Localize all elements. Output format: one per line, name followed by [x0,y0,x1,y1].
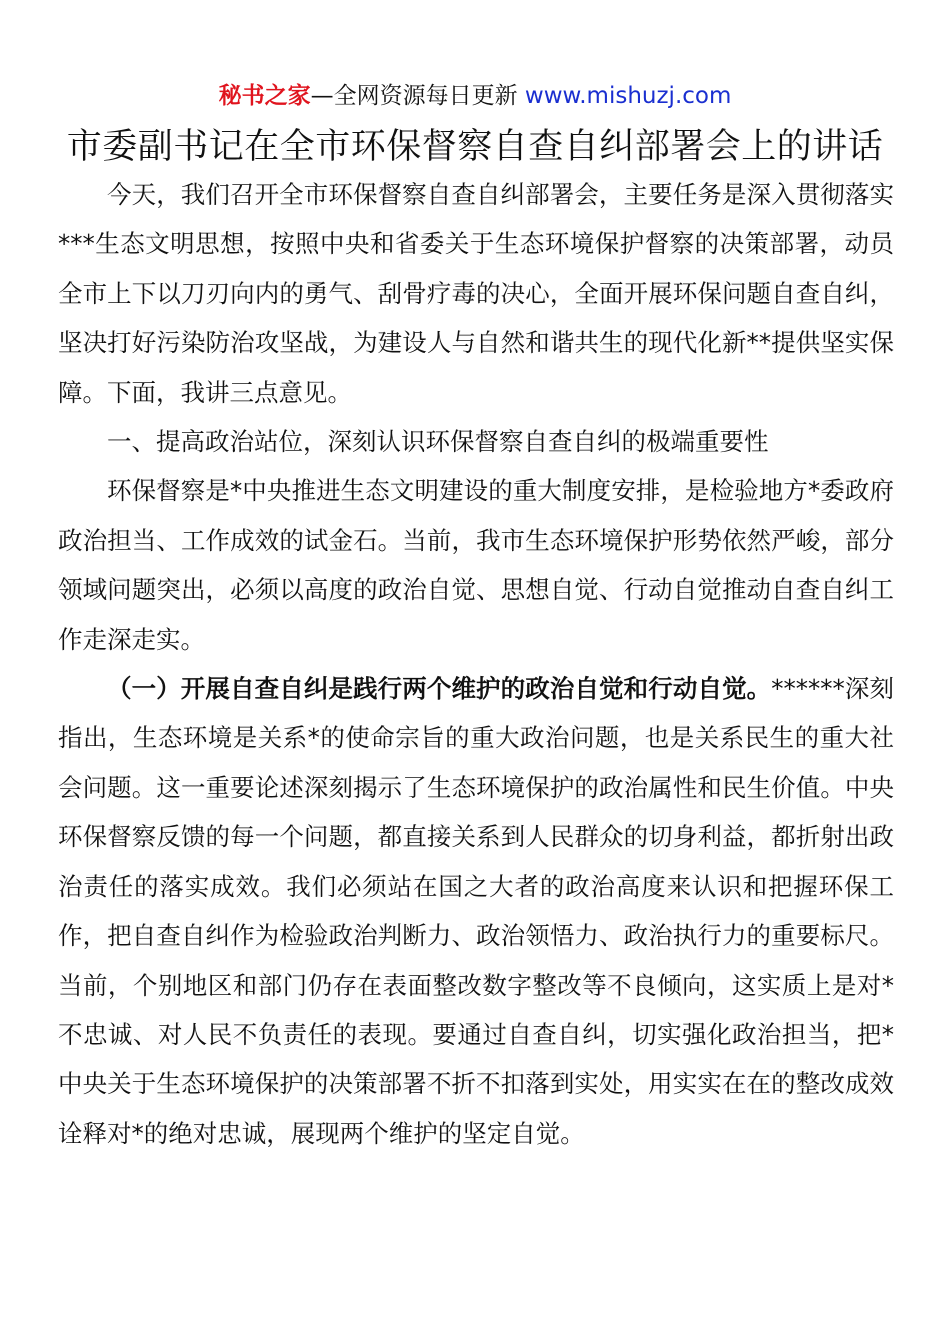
subsection-1-paragraph [58,664,894,1158]
section-1-paragraph: 环保督察是*中央推进生态文明建设的重大制度安排，是检验地方*委政府政治担当、工作成效的试金石。当前，我市生态环境保护形势依然严峻，部分领域问题突出，必须以高度的政治自觉、思想自觉、行动自觉推动自查自纠工作走深走实。 [58,476,894,654]
site-url[interactable]: www.mishuzj.com [524,83,732,109]
subsection-1-text: ******深刻指出，生态环境是关系*的使命宗旨的重大政治问题，也是关系民生的重大社会问题。这一重要论述深刻揭示了生态环境保护的政治属性和民生价值。中央环保督察反馈的每一个问题，都直接关系到人民群众的切身利益，都折射出政治责任的落实成效。我们必须站在国之大者的政治高度来认识和把握环保工作，把自查自纠作为检验政治判断力、政治领悟力、政治执行力的重要标尺。当前，个别地区和部门仍存在表面整改数字整改等不良倾向，这实质上是对*不忠诚、对人民不负责任的表现。要通过自查自纠，切实强化政治担当，把*中央关于生态环境保护的决策部署不折不扣落到实处，用实实在在的整改成效诠释对*的绝对忠诚，展现两个维护的坚定自觉。 [58,674,895,1148]
document-title: 市委副书记在全市环保督察自查自纠部署会上的讲话 [66,127,884,167]
header-tagline: —全网资源每日更新 [310,83,518,109]
section-heading-1: 一、提高政治站位，深刻认识环保督察自查自纠的极端重要性 [107,427,769,457]
subsection-1-heading: （一）开展自查自纠是践行两个维护的政治自觉和行动自觉。 [107,674,772,704]
intro-paragraph: 今天，我们召开全市环保督察自查自纠部署会，主要任务是深入贯彻落实***生态文明思想，按照中央和省委关于生态环境保护督察的决策部署，动员全市上下以刀刃向内的勇气、刮骨疗毒的决心，全面开展环保问题自查自纠，坚决打好污染防治攻坚战，为建设人与自然和谐共生的现代化新**提供坚实保障。下面，我讲三点意见。 [58,180,894,407]
document-body [58,170,894,1158]
site-header [0,80,950,112]
brand-name: 秘书之家 [218,83,311,109]
